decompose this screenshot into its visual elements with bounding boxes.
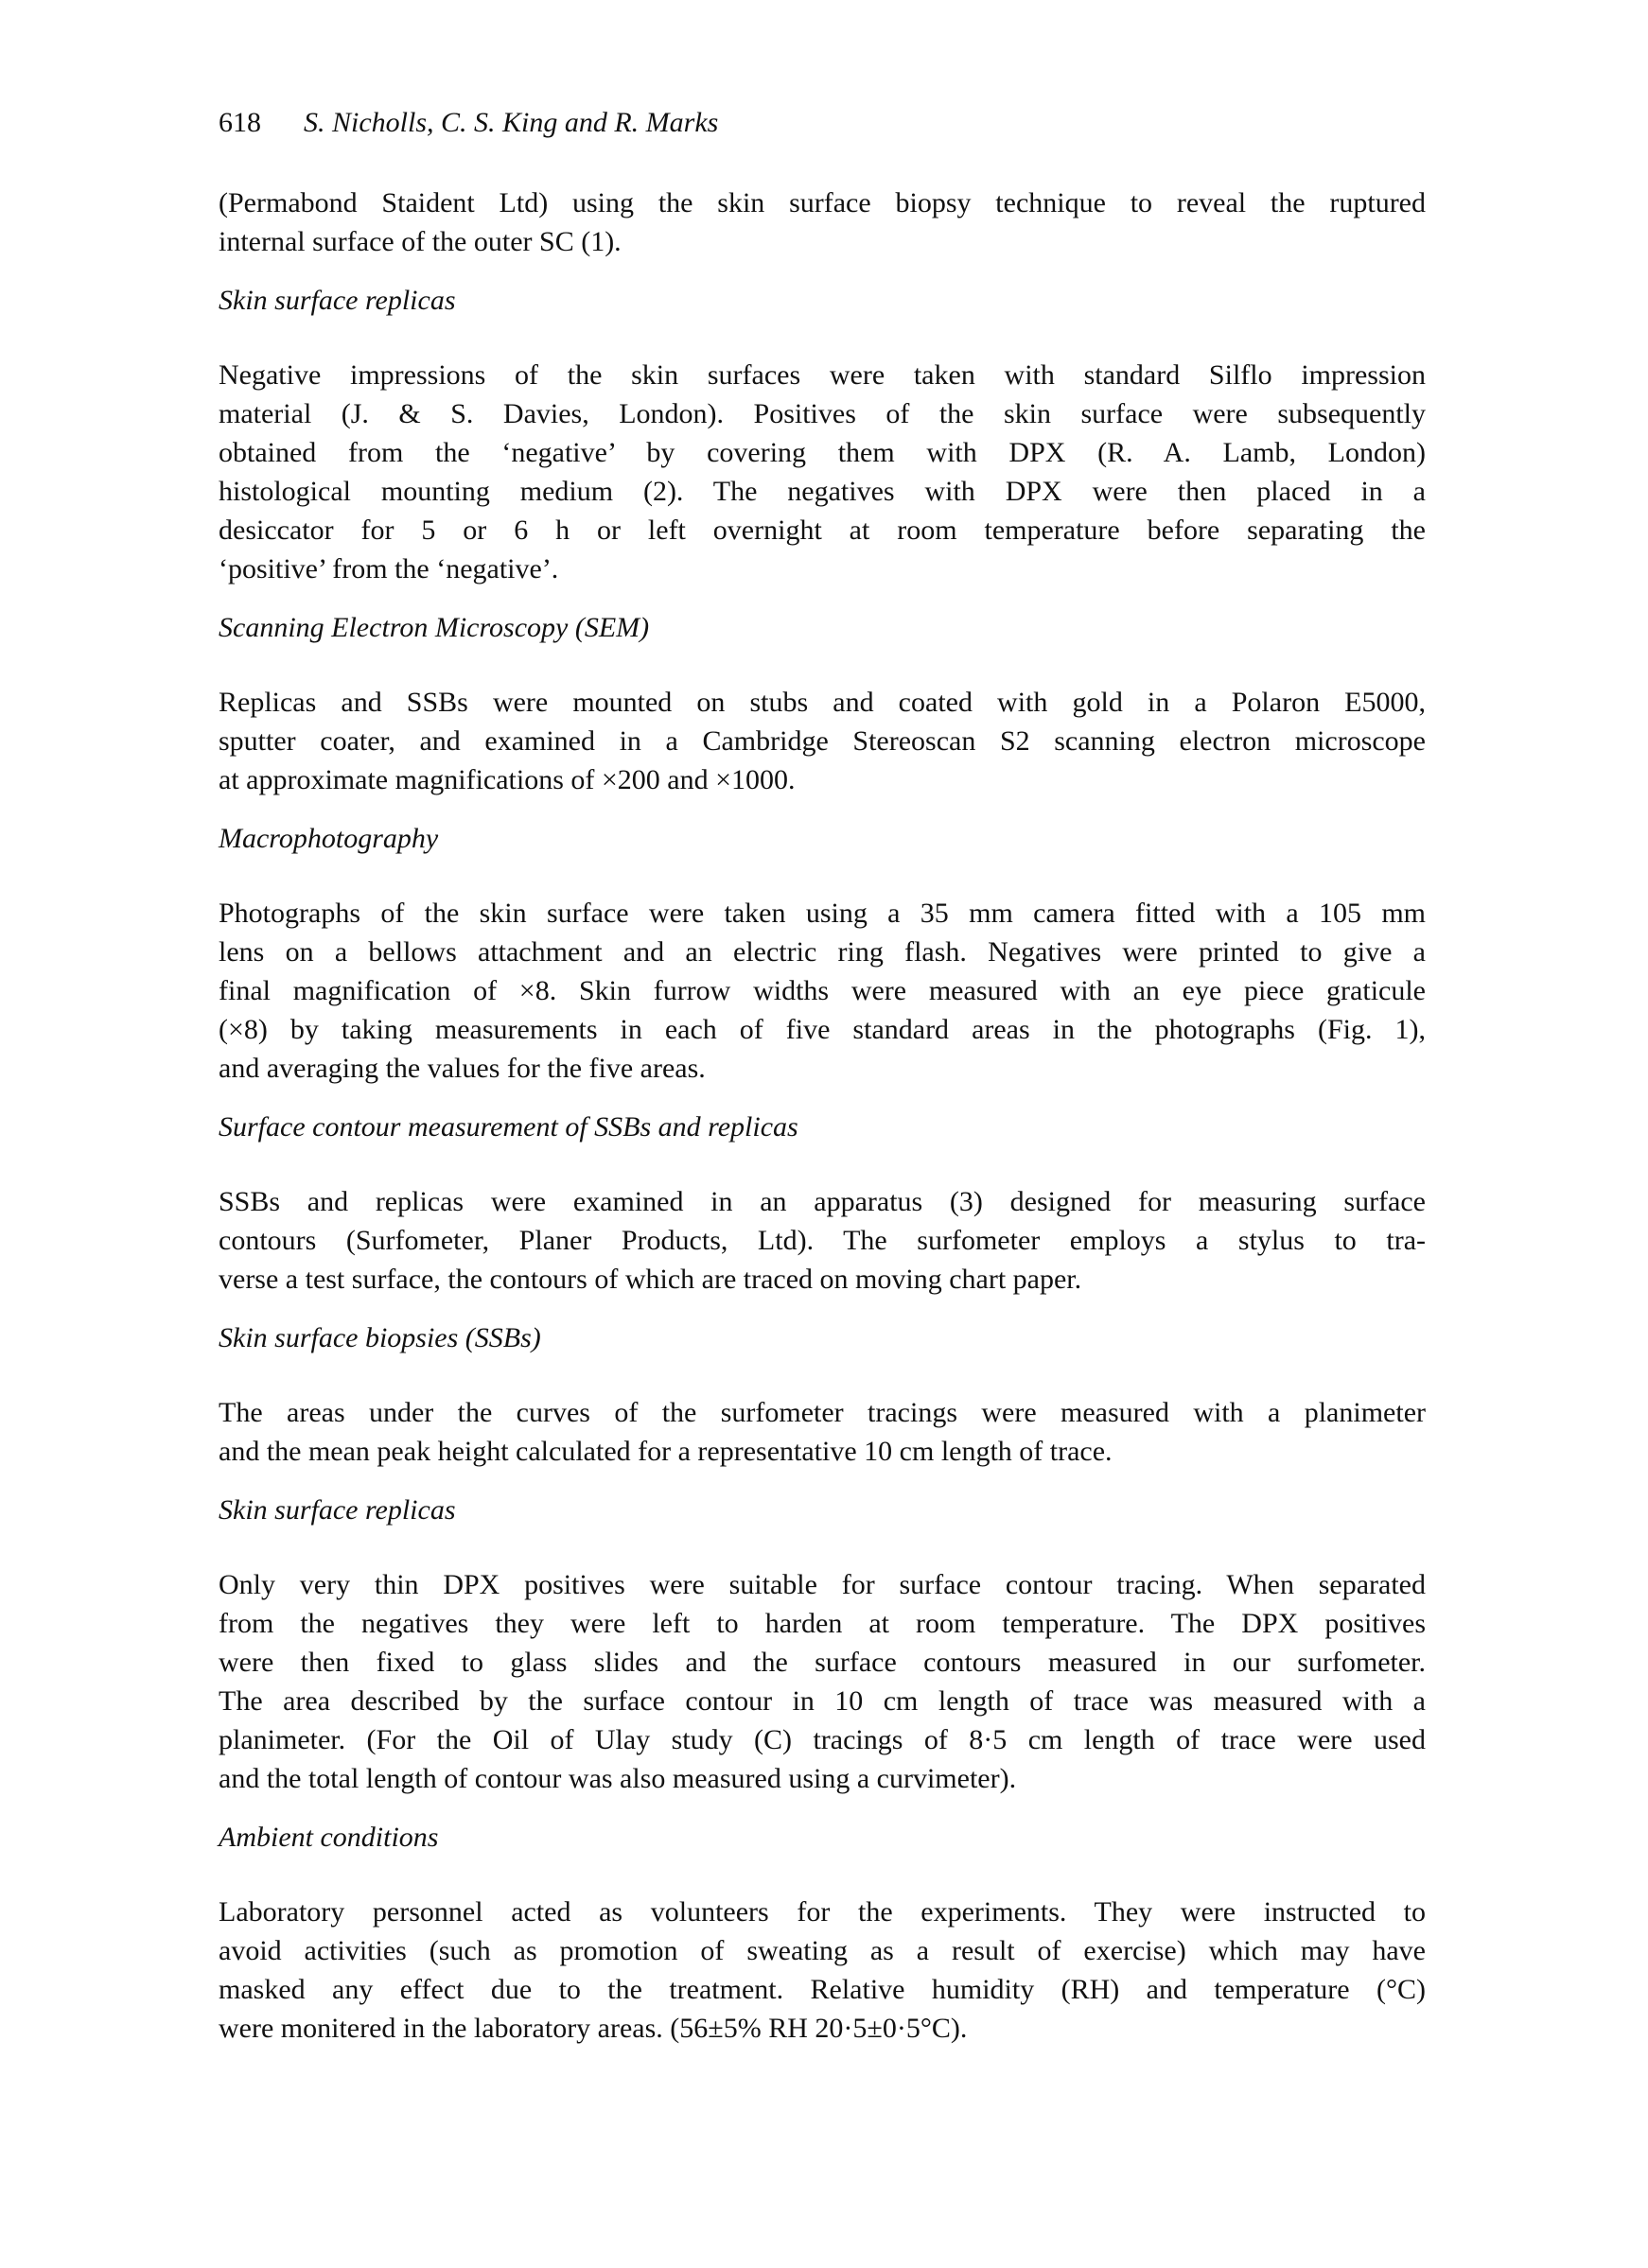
text-line: at approximate magnifications of ×200 and ×1000. xyxy=(219,764,796,795)
text-line: Photographs of the skin surface were taken using a 35 mm camera fitted with a 105 mm xyxy=(219,898,1426,929)
text-line: The areas under the curves of the surfometer tracings were measured with a planimeter xyxy=(219,1397,1426,1428)
text-line: The area described by the surface contour in 10 cm length of trace was measured with a xyxy=(219,1685,1426,1717)
paragraph xyxy=(219,356,1426,588)
text-line: and the total length of contour was also measured using a curvimeter). xyxy=(219,1763,1017,1794)
text-line: SSBs and replicas were examined in an apparatus (3) designed for measuring surface xyxy=(219,1186,1426,1217)
paragraph xyxy=(219,894,1426,1088)
text-line: Replicas and SSBs were mounted on stubs and coated with gold in a Polaron E5000, xyxy=(219,687,1426,718)
section-heading: Scanning Electron Microscopy (SEM) xyxy=(219,612,650,643)
text-line: masked any effect due to the treatment. Relative humidity (RH) and temperature (°C) xyxy=(219,1974,1426,2005)
section-heading: Ambient conditions xyxy=(219,1822,439,1853)
text-line: Negative impressions of the skin surfaces were taken with standard Silflo impression xyxy=(219,359,1426,391)
section-heading: Skin surface replicas xyxy=(219,1494,456,1526)
running-head xyxy=(219,102,1426,144)
section-heading: Skin surface replicas xyxy=(219,285,456,316)
text-line: verse a test surface, the contours of which are traced on moving chart paper. xyxy=(219,1264,1082,1295)
paragraph xyxy=(219,683,1426,799)
paragraph xyxy=(219,183,1426,261)
text-line: final magnification of ×8. Skin furrow widths were measured with an eye piece graticule xyxy=(219,975,1426,1006)
text-line: lens on a bellows attachment and an electric ring flash. Negatives were printed to give a xyxy=(219,936,1426,968)
section-heading: Macrophotography xyxy=(219,823,439,854)
text-line: (×8) by taking measurements in each of five standard areas in the photographs (Fig. 1), xyxy=(219,1014,1426,1045)
text-line: (Permabond Staident Ltd) using the skin surface biopsy technique to reveal the ruptured xyxy=(219,187,1426,218)
paragraph xyxy=(219,1893,1426,2048)
text-line: histological mounting medium (2). The negatives with DPX were then placed in a xyxy=(219,476,1426,507)
body-text xyxy=(219,183,1426,2048)
text-line: and averaging the values for the five areas. xyxy=(219,1053,706,1084)
text-line: desiccator for 5 or 6 h or left overnight at room temperature before separating the xyxy=(219,515,1426,546)
text-line: ‘positive’ from the ‘negative’. xyxy=(219,553,559,584)
text-line: were then fixed to glass slides and the surface contours measured in our surfometer. xyxy=(219,1647,1426,1678)
page-number: 618 xyxy=(219,107,261,138)
paragraph xyxy=(219,1182,1426,1299)
text-line: material (J. & S. Davies, London). Positives of the skin surface were subsequently xyxy=(219,398,1426,429)
text-line: Laboratory personnel acted as volunteers for the experiments. They were instructed to xyxy=(219,1896,1426,1928)
paragraph xyxy=(219,1565,1426,1798)
text-line: internal surface of the outer SC (1). xyxy=(219,226,622,257)
text-line: sputter coater, and examined in a Cambridge Stereoscan S2 scanning electron microscope xyxy=(219,725,1426,757)
text-line: Only very thin DPX positives were suitable for surface contour tracing. When separated xyxy=(219,1569,1426,1600)
text-line: from the negatives they were left to harden at room temperature. The DPX positives xyxy=(219,1608,1426,1639)
text-line: were monitered in the laboratory areas. (56±5% RH 20·5±0·5°C). xyxy=(219,2013,968,2044)
text-line: planimeter. (For the Oil of Ulay study (C) tracings of 8·5 cm length of trace were used xyxy=(219,1724,1426,1755)
text-line: and the mean peak height calculated for a representative 10 cm length of trace. xyxy=(219,1436,1113,1467)
text-line: contours (Surfometer, Planer Products, Ltd). The surfometer employs a stylus to tra- xyxy=(219,1225,1426,1256)
paper-page xyxy=(219,102,1426,2048)
authors: S. Nicholls, C. S. King and R. Marks xyxy=(304,107,719,138)
section-heading: Surface contour measurement of SSBs and replicas xyxy=(219,1111,798,1143)
text-line: avoid activities (such as promotion of sweating as a result of exercise) which may have xyxy=(219,1935,1426,1966)
section-heading: Skin surface biopsies (SSBs) xyxy=(219,1322,541,1353)
text-line: obtained from the ‘negative’ by covering them with DPX (R. A. Lamb, London) xyxy=(219,437,1426,468)
paragraph xyxy=(219,1393,1426,1471)
